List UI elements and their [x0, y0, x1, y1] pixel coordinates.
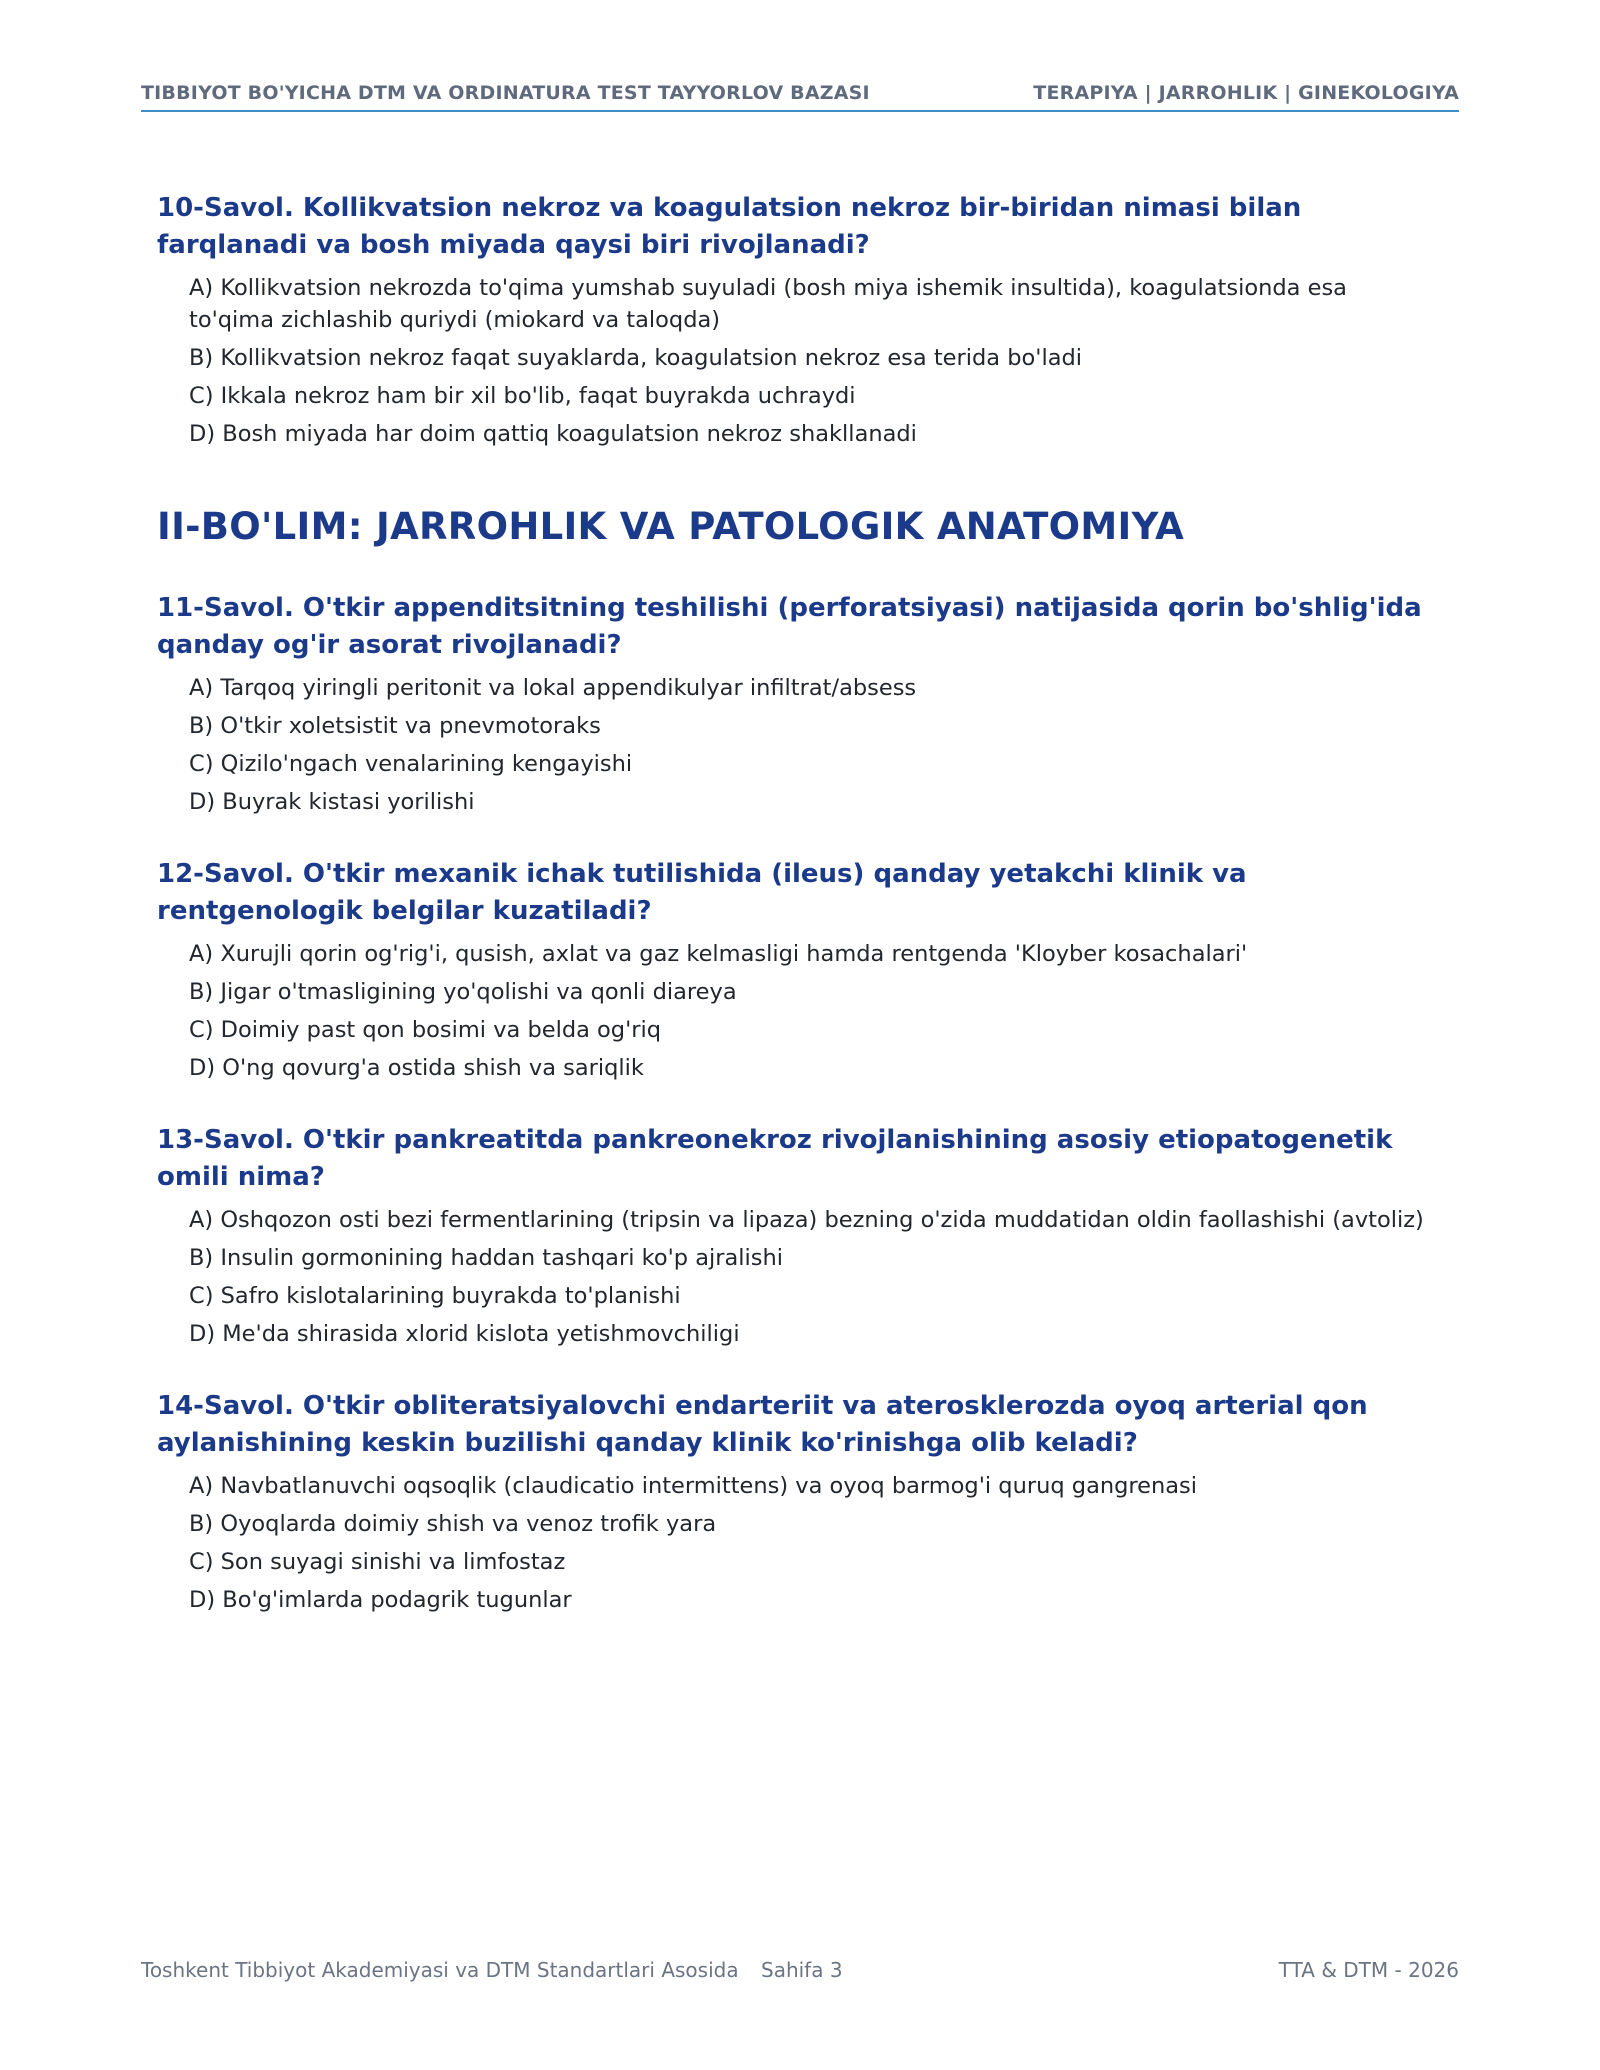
option-b: B) O'tkir xoletsistit va pnevmotoraks — [189, 713, 601, 739]
question-13 — [157, 1122, 1457, 1350]
answer-options — [157, 672, 1457, 818]
option-c: C) Qizilo'ngach venalarining kengayishi — [189, 751, 633, 777]
option-d: D) O'ng qovurg'a ostida shish va sariqlik — [189, 1055, 644, 1081]
section-heading: II-BO'LIM: JARROHLIK VA PATOLOGIK ANATOMIYA — [157, 505, 1185, 548]
question-title: 12-Savol. O'tkir mexanik ichak tutilishida (ileus) qanday yetakchi klinik va rentgenologik belgilar kuzatiladi? — [157, 859, 1247, 926]
option-b: B) Oyoqlarda doimiy shish va venoz trofik yara — [189, 1511, 717, 1537]
page-footer — [141, 1958, 1459, 1988]
option-c: C) Ikkala nekroz ham bir xil bo'lib, faqat buyrakda uchraydi — [189, 383, 856, 409]
option-d: D) Bosh miyada har doim qattiq koagulatsion nekroz shakllanadi — [189, 421, 917, 447]
page-content — [157, 190, 1457, 1654]
answer-options — [157, 272, 1457, 450]
answer-options — [157, 938, 1457, 1084]
question-14 — [157, 1388, 1457, 1616]
question-title: 14-Savol. O'tkir obliteratsiyalovchi endarteriit va aterosklerozda oyoq arterial qon aylanishining keskin buzilishi qanday klinik ko'rinishga olib keladi? — [157, 1391, 1368, 1458]
option-a: A) Tarqoq yiringli peritonit va lokal appendikulyar infiltrat/absess — [189, 675, 917, 701]
option-b: B) Kollikvatsion nekroz faqat suyaklarda, koagulatsion nekroz esa terida bo'ladi — [189, 345, 1083, 371]
answer-options — [157, 1470, 1457, 1616]
footer-edition: TTA & DTM - 2026 — [1278, 1958, 1459, 1982]
option-d: D) Buyrak kistasi yorilishi — [189, 789, 475, 815]
option-c: C) Doimiy past qon bosimi va belda og'riq — [189, 1017, 662, 1043]
question-title: 13-Savol. O'tkir pankreatitda pankreonekroz rivojlanishining asosiy etiopatogenetik omili nima? — [157, 1125, 1393, 1192]
page-header — [141, 78, 1459, 112]
option-b: B) Jigar o'tmasligining yo'qolishi va qonli diareya — [189, 979, 737, 1005]
option-d: D) Bo'g'imlarda podagrik tugunlar — [189, 1587, 572, 1613]
option-a: A) Kollikvatsion nekrozda to'qima yumshab suyuladi (bosh miya ishemik insultida), koagulatsionda esa to'qima zichlashib quriydi (miokard va taloqda) — [189, 275, 1347, 333]
question-12 — [157, 856, 1457, 1084]
header-title: TIBBIYOT BO'YICHA DTM VA ORDINATURA TEST TAYYORLOV BAZASI — [141, 82, 870, 104]
option-c: C) Safro kislotalarining buyrakda to'planishi — [189, 1283, 681, 1309]
page-number: Sahifa 3 — [761, 1958, 843, 1982]
question-title: 11-Savol. O'tkir appenditsitning teshilishi (perforatsiyasi) natijasida qorin bo'shlig'ida qanday og'ir asorat rivojlanadi? — [157, 593, 1422, 660]
option-d: D) Me'da shirasida xlorid kislota yetishmovchiligi — [189, 1321, 740, 1347]
option-c: C) Son suyagi sinishi va limfostaz — [189, 1549, 566, 1575]
option-a: A) Oshqozon osti bezi fermentlarining (tripsin va lipaza) bezning o'zida muddatidan oldin faollashishi (avtoliz) — [189, 1207, 1424, 1233]
answer-options — [157, 1204, 1457, 1350]
footer-source: Toshkent Tibbiyot Akademiyasi va DTM Standartlari Asosida — [141, 1958, 739, 1982]
question-10 — [157, 190, 1457, 450]
option-a: A) Xurujli qorin og'rig'i, qusish, axlat va gaz kelmasligi hamda rentgenda 'Kloyber kosachalari' — [189, 941, 1248, 967]
question-11 — [157, 590, 1457, 818]
header-subjects: TERAPIYA | JARROHLIK | GINEKOLOGIYA — [1033, 82, 1459, 104]
option-a: A) Navbatlanuvchi oqsoqlik (claudicatio intermittens) va oyoq barmog'i quruq gangrenasi — [189, 1473, 1198, 1499]
question-title: 10-Savol. Kollikvatsion nekroz va koagulatsion nekroz bir-biridan nimasi bilan farqlanadi va bosh miyada qaysi biri rivojlanadi? — [157, 193, 1302, 260]
option-b: B) Insulin gormonining haddan tashqari ko'p ajralishi — [189, 1245, 784, 1271]
